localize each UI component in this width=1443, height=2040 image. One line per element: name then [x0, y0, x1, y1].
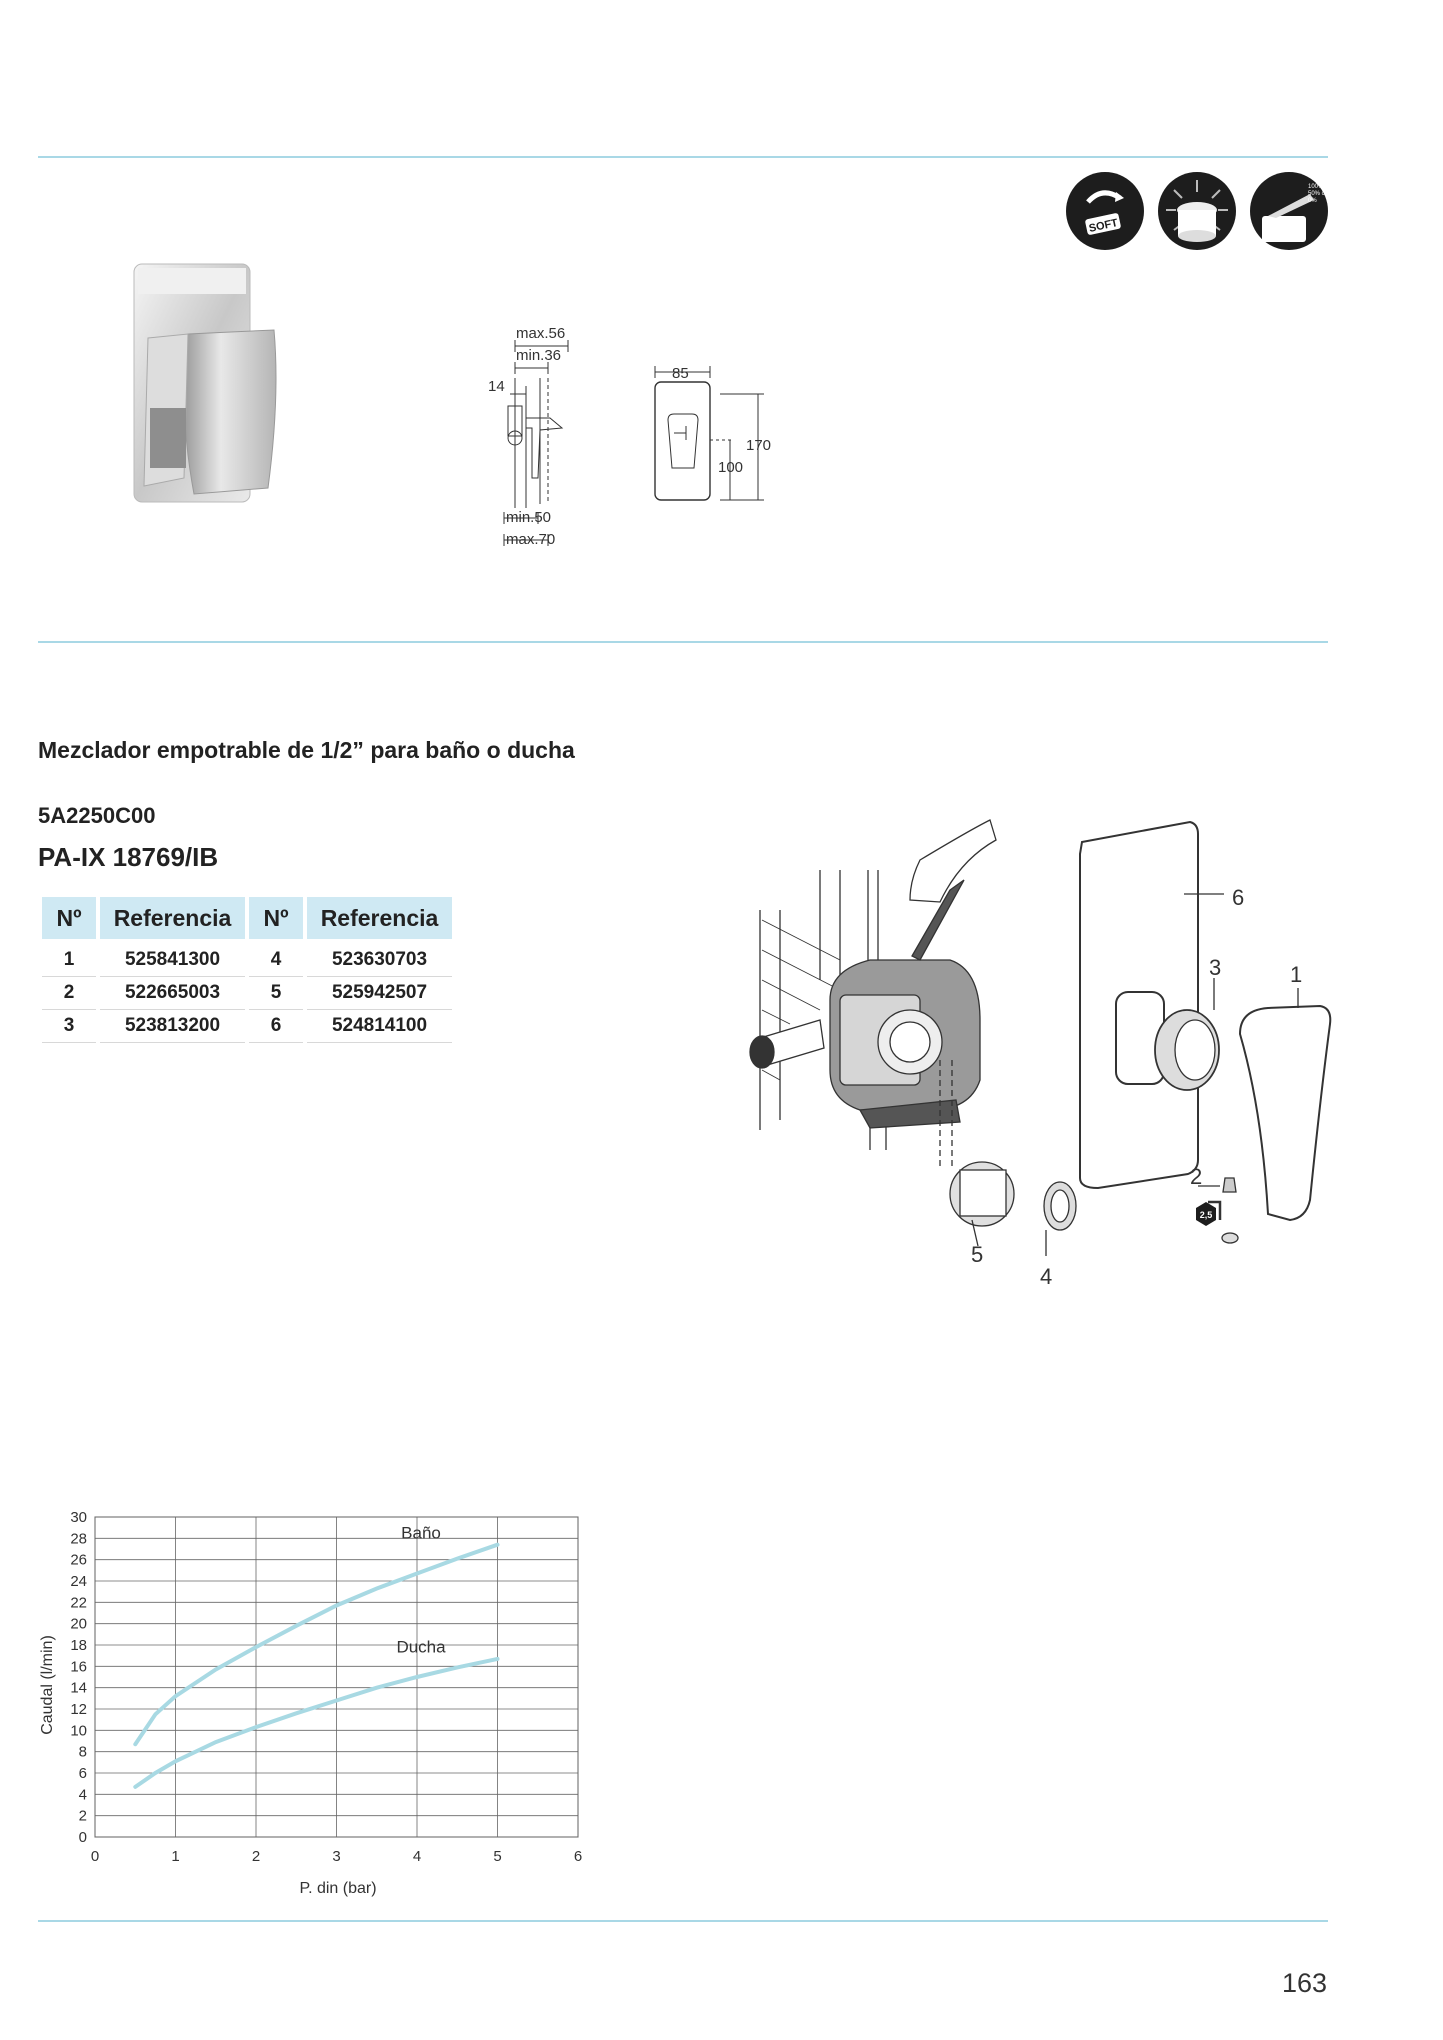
exploded-diagram	[720, 810, 1350, 1300]
x-tick-label: 6	[573, 1848, 583, 1865]
y-tick-label: 8	[78, 1743, 87, 1761]
cell: 2	[42, 977, 96, 1010]
y-tick-label: 10	[70, 1722, 87, 1740]
y-tick-label: 12	[70, 1701, 87, 1718]
label-6: 6	[1232, 885, 1245, 910]
cell: 523813200	[100, 1010, 245, 1043]
dim-min36: min.36	[516, 347, 562, 364]
reference-table	[38, 897, 456, 1043]
y-tick-label: 20	[70, 1615, 87, 1633]
certification-code: PA-IX 18769/IB	[38, 842, 219, 872]
header-no-2: Nº	[249, 897, 303, 939]
product-photo	[128, 258, 288, 508]
y-tick-label: 24	[70, 1573, 87, 1590]
series-label: Baño	[401, 1523, 441, 1543]
table-header-row	[42, 897, 452, 939]
header-referencia-2: Referencia	[307, 897, 452, 939]
soft-label: SOFT	[1087, 217, 1120, 235]
series-line	[135, 1659, 497, 1787]
dim-max56: max.56	[516, 325, 566, 342]
y-axis-label: Caudal (l/min)	[39, 1635, 56, 1735]
dim-min50: min.50	[506, 509, 552, 526]
front-dimension-drawing	[650, 358, 785, 508]
y-tick-label: 14	[70, 1679, 87, 1697]
flow-rate-chart	[30, 1495, 600, 1905]
cell: 525841300	[100, 939, 245, 977]
dim-max70: max.70	[506, 531, 556, 548]
y-tick-label: 22	[70, 1594, 87, 1612]
y-tick-label: 26	[70, 1551, 87, 1569]
label-4: 4	[1040, 1264, 1053, 1289]
y-tick-label: 28	[70, 1530, 87, 1548]
x-tick-label: 4	[412, 1848, 422, 1865]
side-dimension-drawing	[480, 318, 590, 558]
cell: 524814100	[307, 1010, 452, 1043]
table-row	[42, 939, 452, 977]
y-tick-label: 16	[70, 1658, 87, 1676]
header-no-1: Nº	[42, 897, 96, 939]
chart-grid	[95, 1517, 578, 1837]
label-2: 2	[1190, 1164, 1203, 1189]
cell: 3	[42, 1010, 96, 1043]
x-tick-label: 0	[90, 1848, 100, 1865]
soft-closing-icon	[1066, 172, 1144, 250]
product-title: Mezclador empotrable de 1/2” para baño o ducha	[38, 737, 575, 763]
dim-85: 85	[672, 365, 689, 382]
y-tick-label: 30	[70, 1509, 87, 1526]
product-code: 5A2250C00	[38, 803, 156, 828]
cartridge-icon	[1158, 172, 1236, 250]
flow-limiter-icon	[1250, 172, 1334, 250]
bottom-rule	[38, 1920, 1328, 1922]
cell: 525942507	[307, 977, 452, 1010]
label-5: 5	[971, 1242, 984, 1267]
label-1: 1	[1290, 962, 1303, 987]
level-50: 50% click	[1308, 191, 1334, 197]
y-tick-label: 4	[78, 1786, 87, 1804]
x-tick-label: 1	[171, 1848, 180, 1865]
page-number: 163	[1282, 1968, 1328, 1998]
y-tick-label: 0	[78, 1829, 87, 1846]
cell: 522665003	[100, 977, 245, 1010]
dim-170: 170	[746, 437, 772, 454]
cell: 1	[42, 939, 96, 977]
table-row	[42, 977, 452, 1010]
cell: 523630703	[307, 939, 452, 977]
chart-ticks	[70, 1509, 582, 1865]
x-tick-label: 3	[332, 1848, 341, 1865]
cell: 4	[249, 939, 303, 977]
y-tick-label: 2	[78, 1807, 87, 1825]
series-label: Ducha	[396, 1637, 446, 1657]
cell: 6	[249, 1010, 303, 1043]
x-tick-label: 5	[493, 1848, 502, 1865]
header-referencia-1: Referencia	[100, 897, 245, 939]
dim-100: 100	[718, 459, 744, 476]
level-100: 100%	[1308, 184, 1324, 190]
y-tick-label: 18	[70, 1637, 87, 1654]
feature-icons	[1066, 172, 1334, 250]
top-rule	[38, 156, 1328, 158]
dim-14: 14	[488, 378, 505, 395]
y-tick-label: 6	[78, 1765, 87, 1782]
cell: 5	[249, 977, 303, 1010]
chart-series	[135, 1523, 497, 1787]
level-0: 0%	[1308, 198, 1317, 204]
label-3: 3	[1209, 955, 1222, 980]
label-2-5: 2,5	[1199, 1210, 1213, 1220]
table-row	[42, 1010, 452, 1043]
x-axis-label: P. din (bar)	[299, 1880, 377, 1897]
middle-rule	[38, 641, 1328, 643]
x-tick-label: 2	[251, 1848, 261, 1865]
